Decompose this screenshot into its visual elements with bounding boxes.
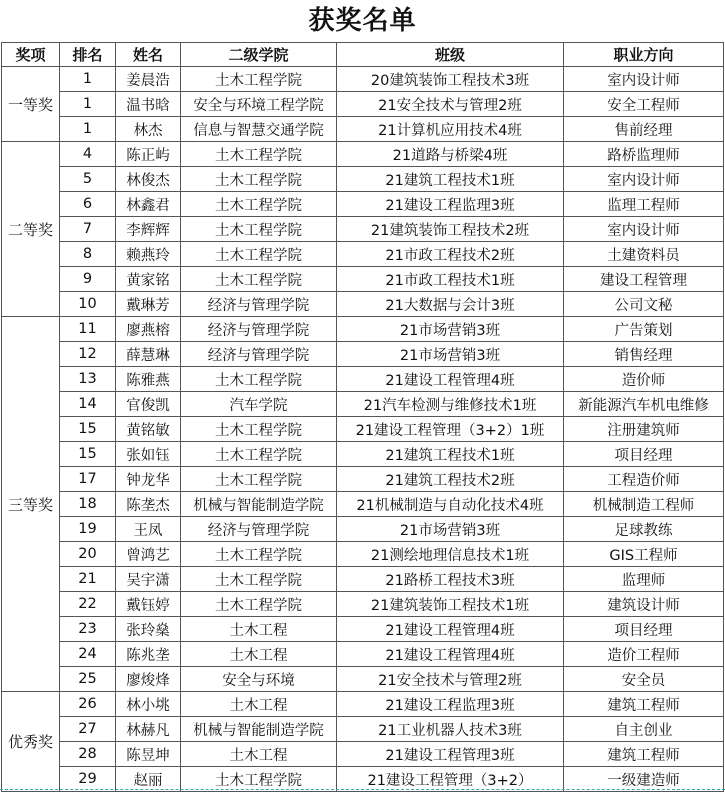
career-cell: 机械制造工程师 xyxy=(564,492,724,517)
rank-cell: 28 xyxy=(60,742,116,767)
career-cell: 造价师 xyxy=(564,367,724,392)
class-cell: 21建筑工程技术1班 xyxy=(337,442,564,467)
rank-cell: 9 xyxy=(60,267,116,292)
student-name-cell: 陈雅燕 xyxy=(116,367,181,392)
rank-cell: 1 xyxy=(60,92,116,117)
table-row xyxy=(2,267,724,292)
college-cell: 土木工程学院 xyxy=(181,167,337,192)
rank-cell: 18 xyxy=(60,492,116,517)
student-name-cell: 曾鸿艺 xyxy=(116,542,181,567)
career-cell: 建筑工程师 xyxy=(564,742,724,767)
student-name-cell: 官俊凯 xyxy=(116,392,181,417)
class-cell: 21建设工程管理3班 xyxy=(337,742,564,767)
class-cell: 21建设工程管理（3+2） xyxy=(337,767,564,792)
career-cell: 监理工程师 xyxy=(564,192,724,217)
college-cell: 土木工程学院 xyxy=(181,267,337,292)
class-cell: 21工业机器人技术3班 xyxy=(337,717,564,742)
rank-cell: 15 xyxy=(60,417,116,442)
table-row xyxy=(2,642,724,667)
college-cell: 经济与管理学院 xyxy=(181,292,337,317)
class-cell: 21建设工程管理（3+2）1班 xyxy=(337,417,564,442)
student-name-cell: 王凤 xyxy=(116,517,181,542)
class-cell: 21市政工程技术1班 xyxy=(337,267,564,292)
college-cell: 土木工程学院 xyxy=(181,442,337,467)
college-cell: 土木工程学院 xyxy=(181,592,337,617)
student-name-cell: 林小垗 xyxy=(116,692,181,717)
class-cell: 21计算机应用技术4班 xyxy=(337,117,564,142)
rank-cell: 12 xyxy=(60,342,116,367)
student-name-cell: 林俊杰 xyxy=(116,167,181,192)
table-row xyxy=(2,217,724,242)
table-row xyxy=(2,192,724,217)
career-cell: 建筑工程师 xyxy=(564,692,724,717)
student-name-cell: 戴钰婷 xyxy=(116,592,181,617)
class-cell: 21建设工程管理4班 xyxy=(337,367,564,392)
career-cell: 建设工程管理 xyxy=(564,267,724,292)
student-name-cell: 廖燕榕 xyxy=(116,317,181,342)
rank-cell: 22 xyxy=(60,592,116,617)
class-cell: 21路桥工程技术3班 xyxy=(337,567,564,592)
table-row xyxy=(2,117,724,142)
career-cell: 安全员 xyxy=(564,667,724,692)
table-row xyxy=(2,417,724,442)
class-cell: 21建筑工程技术2班 xyxy=(337,467,564,492)
student-name-cell: 李辉辉 xyxy=(116,217,181,242)
class-cell: 21建筑装饰工程技术2班 xyxy=(337,217,564,242)
college-cell: 土木工程学院 xyxy=(181,542,337,567)
career-cell: 造价工程师 xyxy=(564,642,724,667)
rank-cell: 1 xyxy=(60,67,116,92)
career-cell: 售前经理 xyxy=(564,117,724,142)
career-cell: 工程造价师 xyxy=(564,467,724,492)
table-row xyxy=(2,342,724,367)
career-cell: 建筑设计师 xyxy=(564,592,724,617)
rank-cell: 13 xyxy=(60,367,116,392)
table-row xyxy=(2,742,724,767)
college-cell: 土木工程 xyxy=(181,642,337,667)
college-cell: 土木工程学院 xyxy=(181,242,337,267)
header-career: 职业方向 xyxy=(564,43,724,67)
career-cell: GIS工程师 xyxy=(564,542,724,567)
college-cell: 机械与智能制造学院 xyxy=(181,492,337,517)
table-row xyxy=(2,717,724,742)
table-row xyxy=(2,517,724,542)
college-cell: 机械与智能制造学院 xyxy=(181,717,337,742)
header-name: 姓名 xyxy=(116,43,181,67)
table-row xyxy=(2,467,724,492)
student-name-cell: 林赫凡 xyxy=(116,717,181,742)
college-cell: 土木工程学院 xyxy=(181,142,337,167)
career-cell: 销售经理 xyxy=(564,342,724,367)
college-cell: 土木工程学院 xyxy=(181,217,337,242)
class-cell: 21大数据与会计3班 xyxy=(337,292,564,317)
table-row xyxy=(2,592,724,617)
student-name-cell: 姜晨浩 xyxy=(116,67,181,92)
college-cell: 经济与管理学院 xyxy=(181,517,337,542)
award-level-cell: 一等奖 xyxy=(2,67,60,142)
rank-cell: 10 xyxy=(60,292,116,317)
career-cell: 公司文秘 xyxy=(564,292,724,317)
award-level-cell: 三等奖 xyxy=(2,317,60,692)
table-row xyxy=(2,317,724,342)
student-name-cell: 温书晗 xyxy=(116,92,181,117)
college-cell: 汽车学院 xyxy=(181,392,337,417)
student-name-cell: 钟龙华 xyxy=(116,467,181,492)
career-cell: 安全工程师 xyxy=(564,92,724,117)
career-cell: 土建资料员 xyxy=(564,242,724,267)
student-name-cell: 赖燕玲 xyxy=(116,242,181,267)
table-header-row xyxy=(2,43,724,67)
career-cell: 注册建筑师 xyxy=(564,417,724,442)
student-name-cell: 林杰 xyxy=(116,117,181,142)
class-cell: 21建筑装饰工程技术1班 xyxy=(337,592,564,617)
rank-cell: 1 xyxy=(60,117,116,142)
career-cell: 监理师 xyxy=(564,567,724,592)
career-cell: 广告策划 xyxy=(564,317,724,342)
table-row xyxy=(2,617,724,642)
table-body xyxy=(2,67,724,792)
rank-cell: 29 xyxy=(60,767,116,792)
class-cell: 21建设工程管理4班 xyxy=(337,642,564,667)
student-name-cell: 赵丽 xyxy=(116,767,181,792)
class-cell: 21机械制造与自动化技术4班 xyxy=(337,492,564,517)
student-name-cell: 林鑫君 xyxy=(116,192,181,217)
rank-cell: 25 xyxy=(60,667,116,692)
class-cell: 21汽车检测与维修技术1班 xyxy=(337,392,564,417)
rank-cell: 11 xyxy=(60,317,116,342)
class-cell: 21市场营销3班 xyxy=(337,317,564,342)
career-cell: 自主创业 xyxy=(564,717,724,742)
student-name-cell: 陈垄杰 xyxy=(116,492,181,517)
rank-cell: 27 xyxy=(60,717,116,742)
college-cell: 土木工程学院 xyxy=(181,567,337,592)
college-cell: 土木工程学院 xyxy=(181,367,337,392)
class-cell: 21道路与桥梁4班 xyxy=(337,142,564,167)
student-name-cell: 薛慧琳 xyxy=(116,342,181,367)
college-cell: 土木工程学院 xyxy=(181,67,337,92)
table-row xyxy=(2,167,724,192)
class-cell: 21建设工程管理4班 xyxy=(337,617,564,642)
class-cell: 21测绘地理信息技术1班 xyxy=(337,542,564,567)
career-cell: 一级建造师 xyxy=(564,767,724,792)
table-row xyxy=(2,667,724,692)
table-row xyxy=(2,67,724,92)
college-cell: 安全与环境 xyxy=(181,667,337,692)
table-row xyxy=(2,242,724,267)
header-award: 奖项 xyxy=(2,43,60,67)
rank-cell: 6 xyxy=(60,192,116,217)
class-cell: 21安全技术与管理2班 xyxy=(337,92,564,117)
rank-cell: 23 xyxy=(60,617,116,642)
class-cell: 21安全技术与管理2班 xyxy=(337,667,564,692)
table-row xyxy=(2,767,724,792)
student-name-cell: 廖焌烽 xyxy=(116,667,181,692)
header-class: 班级 xyxy=(337,43,564,67)
page-title: 获奖名单 xyxy=(308,6,417,36)
table-row xyxy=(2,442,724,467)
class-cell: 21建设工程监理3班 xyxy=(337,192,564,217)
table-row xyxy=(2,567,724,592)
table-row xyxy=(2,542,724,567)
award-table xyxy=(1,42,724,792)
rank-cell: 19 xyxy=(60,517,116,542)
rank-cell: 14 xyxy=(60,392,116,417)
class-cell: 20建筑装饰工程技术3班 xyxy=(337,67,564,92)
career-cell: 项目经理 xyxy=(564,617,724,642)
table-row xyxy=(2,492,724,517)
class-cell: 21市场营销3班 xyxy=(337,342,564,367)
rank-cell: 17 xyxy=(60,467,116,492)
college-cell: 土木工程学院 xyxy=(181,192,337,217)
student-name-cell: 张如钰 xyxy=(116,442,181,467)
college-cell: 土木工程学院 xyxy=(181,467,337,492)
career-cell: 项目经理 xyxy=(564,442,724,467)
table-row xyxy=(2,367,724,392)
table-row xyxy=(2,692,724,717)
header-rank: 排名 xyxy=(60,43,116,67)
career-cell: 室内设计师 xyxy=(564,217,724,242)
class-cell: 21市政工程技术2班 xyxy=(337,242,564,267)
college-cell: 土木工程 xyxy=(181,742,337,767)
career-cell: 足球教练 xyxy=(564,517,724,542)
table-row xyxy=(2,142,724,167)
student-name-cell: 黄家铭 xyxy=(116,267,181,292)
student-name-cell: 张玲燊 xyxy=(116,617,181,642)
college-cell: 经济与管理学院 xyxy=(181,317,337,342)
class-cell: 21市场营销3班 xyxy=(337,517,564,542)
rank-cell: 7 xyxy=(60,217,116,242)
college-cell: 安全与环境工程学院 xyxy=(181,92,337,117)
college-cell: 土木工程学院 xyxy=(181,767,337,792)
career-cell: 室内设计师 xyxy=(564,167,724,192)
award-level-cell: 优秀奖 xyxy=(2,692,60,792)
rank-cell: 15 xyxy=(60,442,116,467)
college-cell: 信息与智慧交通学院 xyxy=(181,117,337,142)
student-name-cell: 陈昱坤 xyxy=(116,742,181,767)
award-level-cell: 二等奖 xyxy=(2,142,60,317)
college-cell: 土木工程 xyxy=(181,617,337,642)
college-cell: 经济与管理学院 xyxy=(181,342,337,367)
rank-cell: 24 xyxy=(60,642,116,667)
student-name-cell: 黄铭敏 xyxy=(116,417,181,442)
rank-cell: 8 xyxy=(60,242,116,267)
table-row xyxy=(2,292,724,317)
career-cell: 新能源汽车机电维修 xyxy=(564,392,724,417)
rank-cell: 20 xyxy=(60,542,116,567)
table-row xyxy=(2,392,724,417)
student-name-cell: 吴宇潇 xyxy=(116,567,181,592)
rank-cell: 21 xyxy=(60,567,116,592)
rank-cell: 26 xyxy=(60,692,116,717)
rank-cell: 5 xyxy=(60,167,116,192)
college-cell: 土木工程 xyxy=(181,692,337,717)
career-cell: 室内设计师 xyxy=(564,67,724,92)
rank-cell: 4 xyxy=(60,142,116,167)
student-name-cell: 戴琳芳 xyxy=(116,292,181,317)
student-name-cell: 陈正屿 xyxy=(116,142,181,167)
student-name-cell: 陈兆垄 xyxy=(116,642,181,667)
career-cell: 路桥监理师 xyxy=(564,142,724,167)
table-row xyxy=(2,92,724,117)
class-cell: 21建筑工程技术1班 xyxy=(337,167,564,192)
header-college: 二级学院 xyxy=(181,43,337,67)
class-cell: 21建设工程监理3班 xyxy=(337,692,564,717)
college-cell: 土木工程学院 xyxy=(181,417,337,442)
